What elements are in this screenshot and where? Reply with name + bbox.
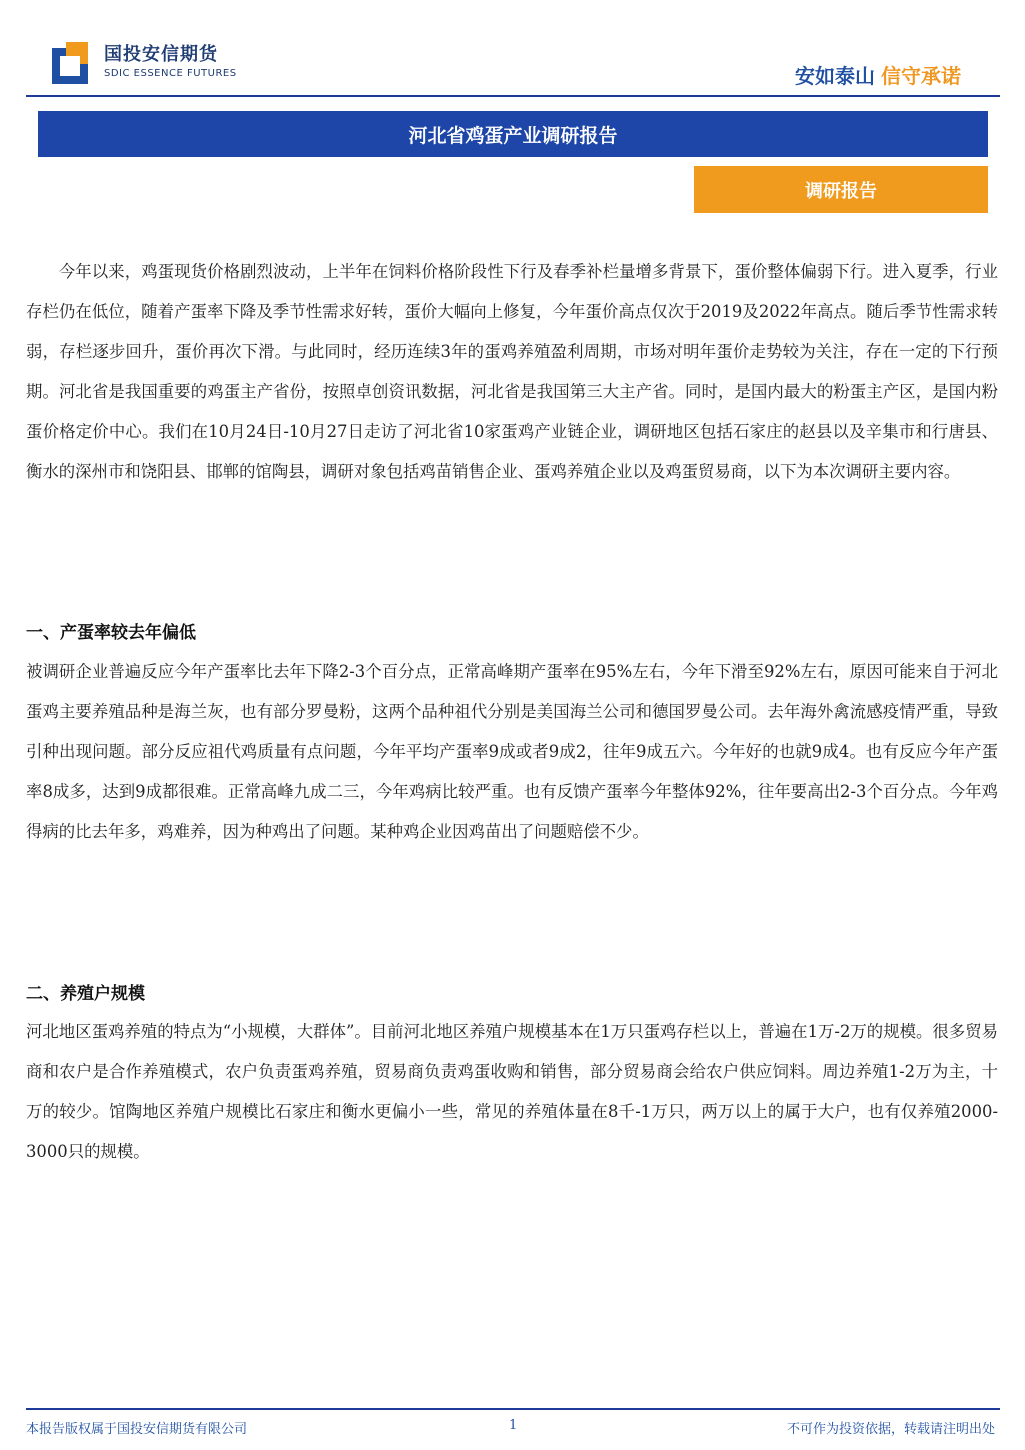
section-2-heading: 二、养殖户规模 — [26, 984, 145, 1004]
report-type-tag: 调研报告 — [694, 166, 988, 213]
footer-copyright: 本报告版权属于国投安信期货有限公司 — [26, 1422, 248, 1437]
section-2-paragraph: 河北地区蛋鸡养殖的特点为“小规模，大群体”。目前河北地区养殖户规模基本在1万只蛋鸡存栏以上，普遍在1万-2万的规模。很多贸易商和农户是合作养殖模式，农户负责蛋鸡养殖，贸易商负责鸡蛋收购和销售，部分贸易商会给农户供应饲料。周边养殖1-2万为主，十万的较少。馆陶地区养殖户规模比石家庄和衡水更偏小一些，常见的养殖体量在8千-1万只，两万以上的属于大户，也有仅养殖2000-3000只的规模。 — [26, 1022, 998, 1161]
logo-icon — [52, 42, 94, 84]
header-divider — [26, 95, 1000, 97]
company-name-en: SDIC ESSENCE FUTURES — [104, 68, 237, 79]
page-number: 1 — [509, 1418, 518, 1433]
intro-paragraph: 今年以来，鸡蛋现货价格剧烈波动，上半年在饲料价格阶段性下行及春季补栏量增多背景下，蛋价整体偏弱下行。进入夏季，行业存栏仍在低位，随着产蛋率下降及季节性需求好转，蛋价大幅向上修复，今年蛋价高点仅次于2019及2022年高点。随后季节性需求转弱，存栏逐步回升，蛋价再次下滑。与此同时，经历连续3年的蛋鸡养殖盈利周期，市场对明年蛋价走势较为关注，存在一定的下行预期。河北省是我国重要的鸡蛋主产省份，按照卓创资讯数据，河北省是我国第三大主产省。同时，是国内最大的粉蛋主产区，是国内粉蛋价格定价中心。我们在10月24日-10月27日走访了河北省10家蛋鸡产业链企业，调研地区包括石家庄的赵县以及辛集市和行唐县、衡水的深州市和饶阳县、邯郸的馆陶县，调研对象包括鸡苗销售企业、蛋鸡养殖企业以及鸡蛋贸易商，以下为本次调研主要内容。 — [26, 262, 998, 481]
section-1-heading: 一、产蛋率较去年偏低 — [26, 623, 196, 643]
footer-divider — [26, 1408, 1000, 1410]
slogan-part-2: 信守承诺 — [881, 64, 961, 88]
section-1-paragraph: 被调研企业普遍反应今年产蛋率比去年下降2-3个百分点，正常高峰期产蛋率在95%左右，今年下滑至92%左右，原因可能来自于河北蛋鸡主要养殖品种是海兰灰，也有部分罗曼粉，这两个品种祖代分别是美国海兰公司和德国罗曼公司。去年海外禽流感疫情严重，导致引种出现问题。部分反应祖代鸡质量有点问题，今年平均产蛋率9成或者9成2，往年9成五六。今年好的也就9成4。也有反应今年产蛋率8成多，达到9成都很难。正常高峰九成二三，今年鸡病比较严重。也有反馈产蛋率今年整体92%，往年要高出2-3个百分点。今年鸡得病的比去年多，鸡难养，因为种鸡出了问题。某种鸡企业因鸡苗出了问题赔偿不少。 — [26, 662, 998, 841]
footer-disclaimer: 不可作为投资依据，转载请注明出处 — [786, 1422, 995, 1437]
slogan-part-1: 安如泰山 — [795, 64, 875, 88]
company-name-cn: 国投安信期货 — [104, 44, 218, 65]
report-title: 河北省鸡蛋产业调研报告 — [38, 111, 988, 157]
company-logo — [52, 40, 242, 86]
slogan — [795, 60, 961, 89]
